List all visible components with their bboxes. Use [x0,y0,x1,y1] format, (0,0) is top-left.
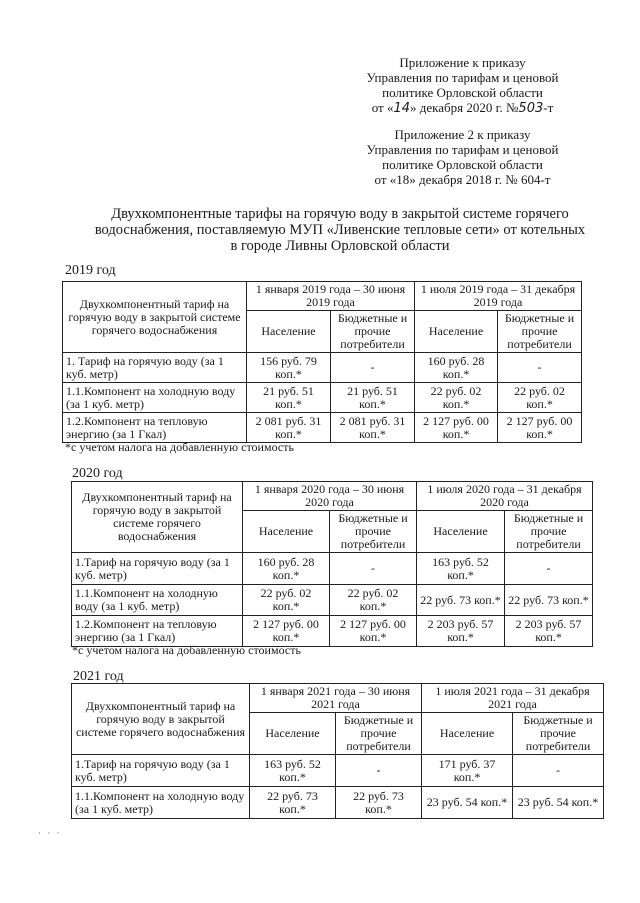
tariff-table-2019 [62,281,582,443]
appendix-header-current [340,55,585,116]
appendix-header-line: Приложение 2 к приказу [394,127,531,142]
tariff-value: 23 руб. 54 коп.* [422,787,513,819]
scan-speckles: · · · [38,828,62,838]
period-header: 1 января 2020 года – 30 июня 2020 года [243,482,417,511]
tariff-value: 160 руб. 28 коп.* [415,353,498,383]
tariff-value: 2 127 руб. 00 коп.* [243,616,330,647]
tariff-value: 163 руб. 52 коп.* [250,755,336,787]
title-line: в городе Ливны Орловской области [230,238,450,254]
tariff-value: 22 руб. 73 коп.* [336,787,422,819]
appendix-header-line: Приложение к приказу [399,55,526,70]
appendix-header-line: Управления по тарифам и ценовой [366,142,559,157]
tariff-value: - [336,755,422,787]
column-header-budget: Бюджетные и прочие потребители [336,713,422,755]
tariff-value: 2 203 руб. 57 коп.* [417,616,505,647]
tariff-value: 21 руб. 51 коп.* [247,383,331,413]
tariff-value: 2 081 руб. 31 коп.* [247,413,331,443]
tariff-value: 163 руб. 52 коп.* [417,553,505,585]
column-header-population: Население [250,713,336,755]
table-head-label: Двухкомпонентный тариф на горячую воду в закрытой системе горячего водоснабжения [63,282,247,353]
row-label: 1.Тариф на горячую воду (за 1 куб. метр) [72,755,250,787]
period-header: 1 января 2019 года – 30 июня 2019 года [247,282,415,311]
tariff-value: 22 руб. 73 коп.* [505,585,593,616]
column-header-population: Население [243,511,330,553]
tariff-table-2021 [71,683,604,819]
period-header: 1 июля 2020 года – 31 декабря 2020 года [417,482,593,511]
tariff-value: 22 руб. 02 коп.* [498,383,582,413]
row-label: 1.2.Компонент на тепловую энергию (за 1 Гкал) [63,413,247,443]
column-header-population: Население [422,713,513,755]
row-label: 1.2.Компонент на тепловую энергию (за 1 Гкал) [72,616,243,647]
table-row [63,413,582,443]
tariff-value: 2 127 руб. 00 коп.* [415,413,498,443]
tariff-value: 2 203 руб. 57 коп.* [505,616,593,647]
appendix-header-line: политике Орловской области [382,85,543,100]
row-label: 1.1.Компонент на холодную воду (за 1 куб. метр) [72,787,250,819]
column-header-budget: Бюджетные и прочие потребители [498,311,582,353]
period-header: 1 января 2021 года – 30 июня 2021 года [250,684,422,713]
tariff-value: - [498,353,582,383]
table-row [63,383,582,413]
appendix-header-line: Управления по тарифам и ценовой [366,70,559,85]
row-label: 1.Тариф на горячую воду (за 1 куб. метр) [72,553,243,585]
row-label: 1.1.Компонент на холодную воду (за 1 куб. метр) [72,585,243,616]
handwritten-order-number: 503 [518,101,544,116]
year-heading-2021: 2021 год [73,669,124,684]
column-header-budget: Бюджетные и прочие потребители [330,511,417,553]
tariff-value: 156 руб. 79 коп.* [247,353,331,383]
date-middle: » декабря 2020 г. № [410,100,519,115]
tariff-value: 21 руб. 51 коп.* [331,383,415,413]
tariff-value: 2 127 руб. 00 коп.* [498,413,582,443]
column-header-population: Население [247,311,331,353]
handwritten-day: 14 [393,101,411,116]
table-row [63,353,582,383]
order-suffix: -т [543,100,554,115]
tariff-value: 171 руб. 37 коп.* [422,755,513,787]
table-row [72,616,593,647]
vat-footnote: *с учетом налога на добавленную стоимость [65,440,294,454]
tariff-value: 22 руб. 73 коп.* [250,787,336,819]
title-line: водоснабжения, поставляемую МУП «Ливенские тепловые сети» от котельных [94,222,586,238]
tariff-value: 2 127 руб. 00 коп.* [330,616,417,647]
column-header-budget: Бюджетные и прочие потребители [505,511,593,553]
column-header-population: Население [417,511,505,553]
tariff-value: 23 руб. 54 коп.* [513,787,604,819]
tariff-value: - [505,553,593,585]
year-heading-2019: 2019 год [65,263,116,278]
appendix-header-line: политике Орловской области [382,157,543,172]
period-header: 1 июля 2021 года – 31 декабря 2021 года [422,684,604,713]
title-line: Двухкомпонентные тарифы на горячую воду в закрытой системе горячего [111,206,569,222]
appendix-header-original [340,127,585,187]
table-row [72,755,604,787]
tariff-value: - [330,553,417,585]
appendix-header-date-line [340,100,585,116]
row-label: 1.1.Компонент на холодную воду (за 1 куб. метр) [63,383,247,413]
tariff-value: 22 руб. 02 коп.* [330,585,417,616]
tariff-value: - [331,353,415,383]
period-header: 1 июля 2019 года – 31 декабря 2019 года [415,282,582,311]
tariff-value: 22 руб. 02 коп.* [415,383,498,413]
tariff-value: 2 081 руб. 31 коп.* [331,413,415,443]
column-header-budget: Бюджетные и прочие потребители [513,713,604,755]
tariff-value: 22 руб. 73 коп.* [417,585,505,616]
document-title [40,206,640,254]
year-heading-2020: 2020 год [72,466,123,481]
vat-footnote: *с учетом налога на добавленную стоимость [72,643,301,657]
table-row [72,787,604,819]
table-row [72,553,593,585]
tariff-table-2020 [71,481,593,647]
table-head-label: Двухкомпонентный тариф на горячую воду в закрытой системе горячего водоснабжения [72,482,243,553]
appendix-header-line: от «18» декабря 2018 г. № 604-т [374,172,551,187]
tariff-value: - [513,755,604,787]
column-header-population: Население [415,311,498,353]
tariff-value: 160 руб. 28 коп.* [243,553,330,585]
row-label: 1. Тариф на горячую воду (за 1 куб. метр) [63,353,247,383]
table-row [72,585,593,616]
column-header-budget: Бюджетные и прочие потребители [331,311,415,353]
table-head-label: Двухкомпонентный тариф на горячую воду в закрытой системе горячего водоснабжения [72,684,250,755]
tariff-value: 22 руб. 02 коп.* [243,585,330,616]
date-prefix: от « [371,100,394,115]
